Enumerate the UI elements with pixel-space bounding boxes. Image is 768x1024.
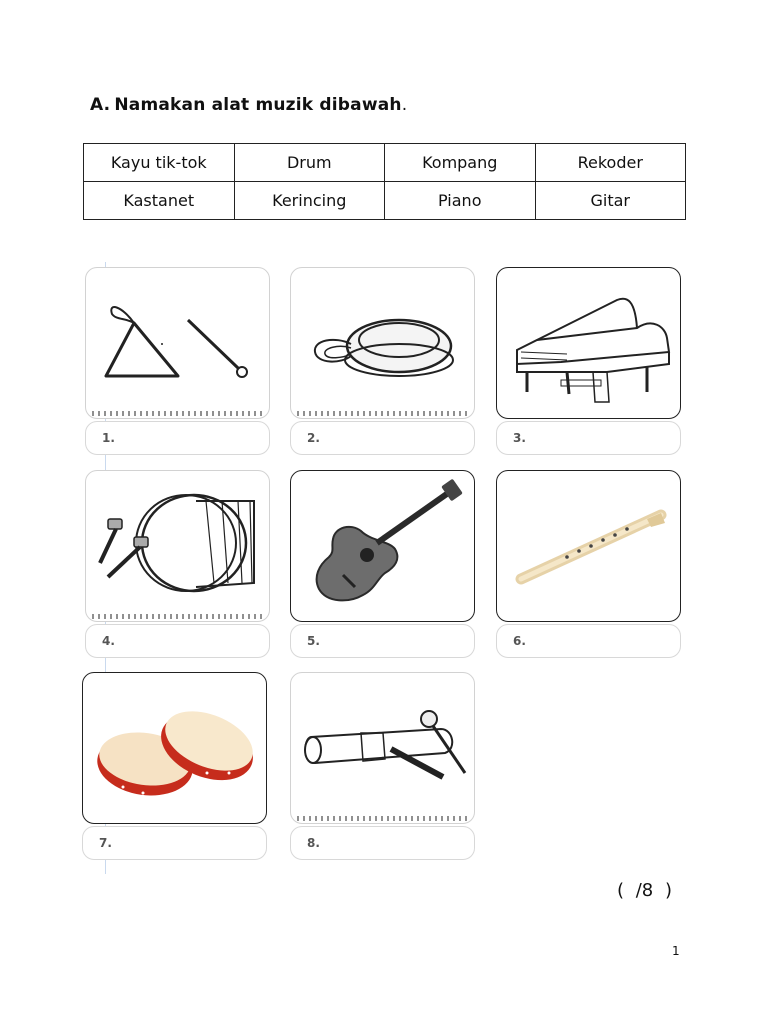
answer-strip-2[interactable] <box>290 421 475 455</box>
picture-card-8 <box>290 672 475 824</box>
question-period: . <box>401 95 408 115</box>
table-row <box>84 144 686 182</box>
word-cell: Piano <box>385 182 536 220</box>
piano-icon <box>497 268 680 418</box>
wood-block-icon <box>291 673 474 823</box>
answer-strip-4[interactable] <box>85 624 270 658</box>
answer-strip-3[interactable] <box>496 421 681 455</box>
answer-strip-5[interactable] <box>290 624 475 658</box>
answer-strip-6[interactable] <box>496 624 681 658</box>
spiral-binding <box>92 614 263 619</box>
word-bank-table <box>83 143 686 220</box>
picture-card-5 <box>290 470 475 622</box>
drum-icon <box>86 471 269 621</box>
item-number: 5. <box>307 634 320 648</box>
kompang-icon <box>83 673 266 823</box>
item-number: 6. <box>513 634 526 648</box>
answer-strip-1[interactable] <box>85 421 270 455</box>
spiral-binding <box>92 411 263 416</box>
word-cell: Kastanet <box>84 182 235 220</box>
word-cell: Kompang <box>385 144 536 182</box>
answer-strip-7[interactable] <box>82 826 267 860</box>
picture-card-6 <box>496 470 681 622</box>
picture-card-7 <box>82 672 267 824</box>
spiral-binding <box>297 816 468 821</box>
word-cell: Drum <box>234 144 385 182</box>
question-heading <box>90 95 407 115</box>
triangle-icon <box>86 268 269 418</box>
item-number: 8. <box>307 836 320 850</box>
guitar-icon <box>291 471 474 621</box>
answer-strip-8[interactable] <box>290 826 475 860</box>
castanet-icon <box>291 268 474 418</box>
picture-card-1 <box>85 267 270 419</box>
picture-card-2 <box>290 267 475 419</box>
recorder-icon <box>497 471 680 621</box>
word-cell: Kerincing <box>234 182 385 220</box>
item-number: 3. <box>513 431 526 445</box>
score-box: ( /8 ) <box>617 880 673 901</box>
item-number: 4. <box>102 634 115 648</box>
page-number: 1 <box>672 944 680 958</box>
item-number: 1. <box>102 431 115 445</box>
item-number: 7. <box>99 836 112 850</box>
picture-card-4 <box>85 470 270 622</box>
word-cell: Kayu tik-tok <box>84 144 235 182</box>
item-number: 2. <box>307 431 320 445</box>
word-cell: Gitar <box>535 182 686 220</box>
spiral-binding <box>297 411 468 416</box>
picture-card-3 <box>496 267 681 419</box>
question-text: Namakan alat muzik dibawah <box>114 95 402 115</box>
table-row <box>84 182 686 220</box>
question-label: A. <box>90 95 111 115</box>
word-cell: Rekoder <box>535 144 686 182</box>
